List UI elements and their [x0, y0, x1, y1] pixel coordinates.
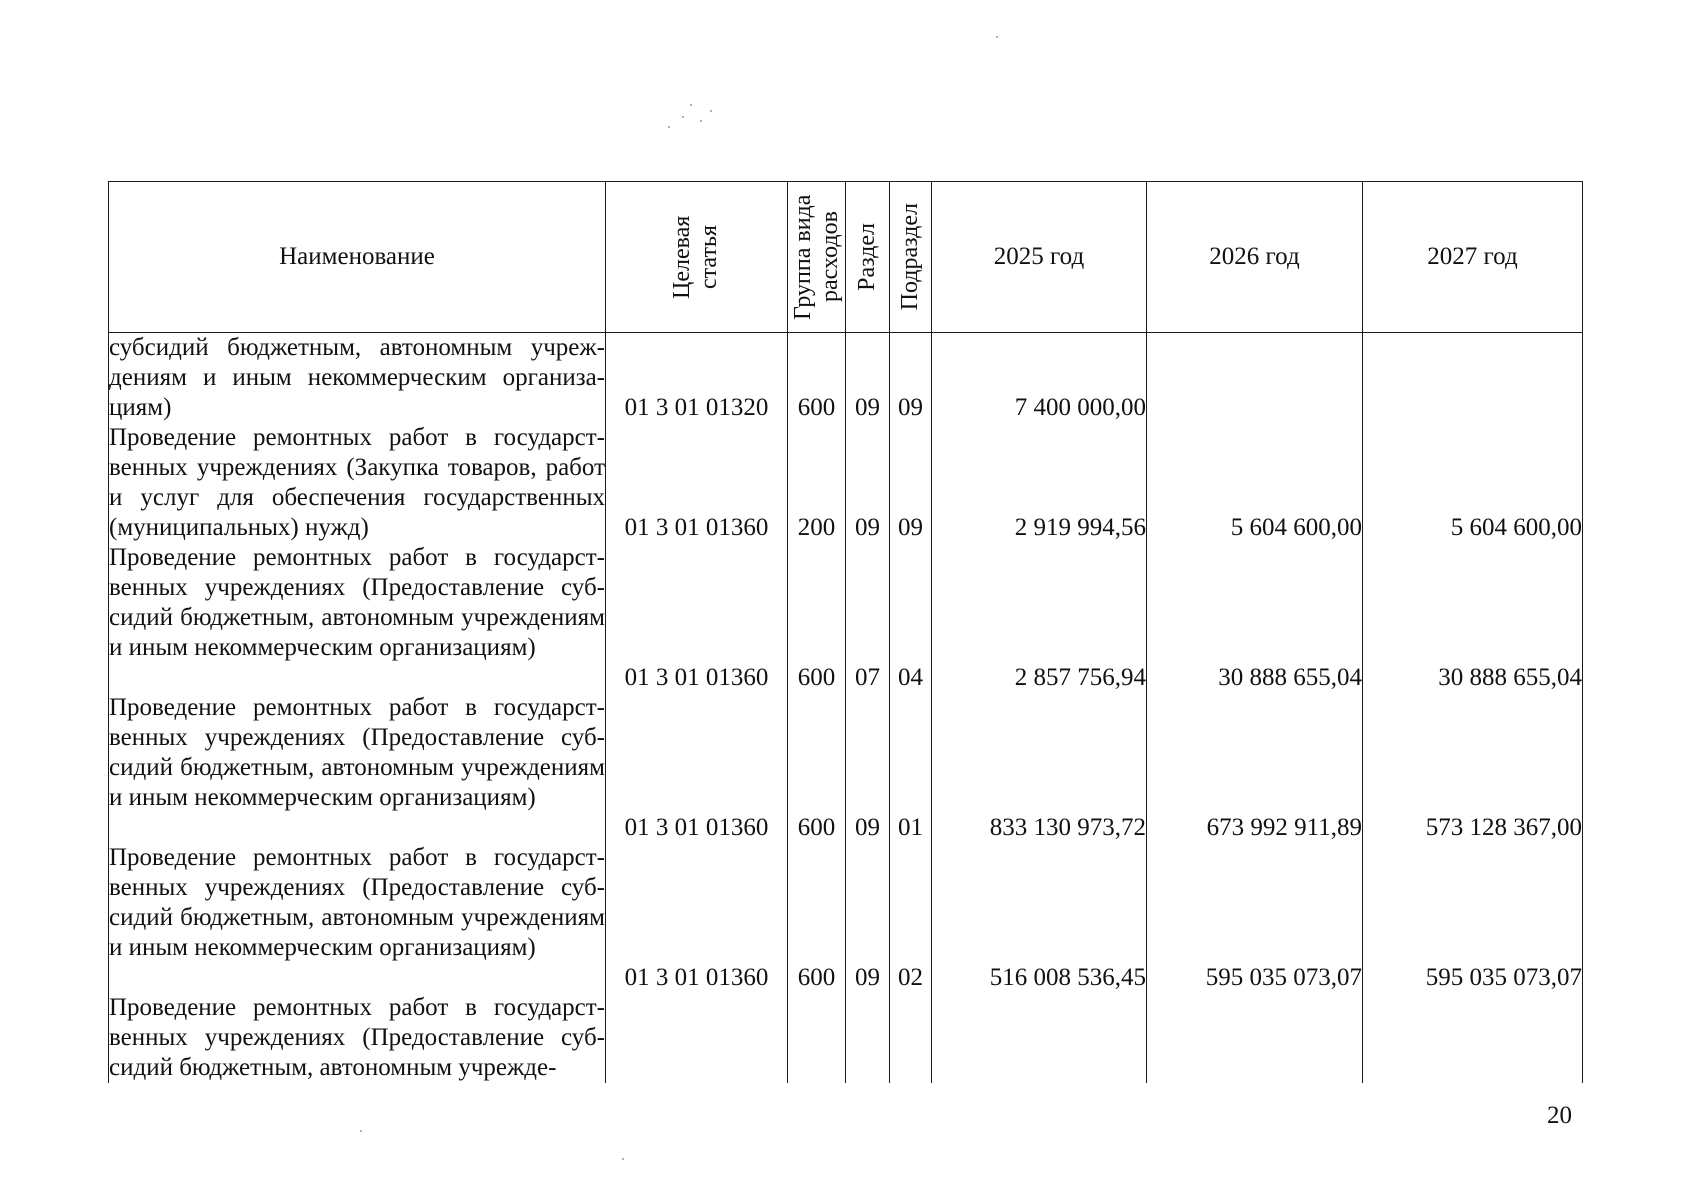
row-amount-2027 — [1363, 333, 1583, 424]
row-amount-2026: 30 888 655,04 — [1147, 543, 1363, 693]
row-expense-group — [788, 993, 846, 1083]
header-section-label: Раздел — [854, 223, 880, 291]
header-2025: 2025 год — [932, 182, 1147, 333]
row-amount-2026 — [1147, 333, 1363, 424]
row-amount-2027: 30 888 655,04 — [1363, 543, 1583, 693]
row-section — [846, 993, 890, 1083]
row-name: Проведение ремонтных работ в государственных учреждениях (Предоставление субсидий бюджетным, автономным учреждениям и иным некоммерческим организациям) — [109, 843, 606, 993]
row-target-article: 01 3 01 01360 — [606, 843, 788, 993]
row-subsection: 09 — [890, 423, 932, 543]
header-target-article — [606, 182, 788, 333]
table-row — [109, 693, 1583, 843]
scan-speck — [682, 116, 684, 118]
row-expense-group: 600 — [788, 543, 846, 693]
row-amount-2025 — [932, 993, 1147, 1083]
row-section: 09 — [846, 333, 890, 424]
header-expense-group-label: Группа вида расходов — [789, 194, 843, 320]
row-name: Проведение ремонтных работ в государственных учреждениях (Предоставление субсидий бюджетным, автономным учреждениям и иным некоммерческим организациям) — [109, 693, 606, 843]
row-name: Проведение ремонтных работ в государственных учреждениях (Предоставление субсидий бюджетным, автономным учреждениям и иным некоммерческим организациям) — [109, 543, 606, 693]
row-section: 07 — [846, 543, 890, 693]
header-2027: 2027 год — [1363, 182, 1583, 333]
row-section: 09 — [846, 693, 890, 843]
row-amount-2027: 5 604 600,00 — [1363, 423, 1583, 543]
table-row — [109, 843, 1583, 993]
scan-speck — [690, 104, 692, 106]
scan-speck — [996, 36, 998, 38]
header-expense-group — [788, 182, 846, 333]
table-header-row — [109, 182, 1583, 333]
row-name: Проведение ремонтных работ в государственных учреждениях (Закупка товаров, работ и услуг для обеспечения государственных (муниципальных) нужд) — [109, 424, 605, 541]
page-number: 20 — [1547, 1102, 1572, 1129]
scan-speck — [700, 120, 702, 122]
row-subsection: 02 — [890, 843, 932, 993]
row-amount-2025: 833 130 973,72 — [932, 693, 1147, 843]
row-subsection: 09 — [890, 333, 932, 424]
row-subsection — [890, 993, 932, 1083]
row-amount-2026: 595 035 073,07 — [1147, 843, 1363, 993]
header-2026: 2026 год — [1147, 182, 1363, 333]
row-expense-group: 600 — [788, 693, 846, 843]
row-amount-2025: 7 400 000,00 — [932, 333, 1147, 424]
table-row — [109, 423, 1583, 543]
row-expense-group: 600 — [788, 843, 846, 993]
row-amount-2027: 573 128 367,00 — [1363, 693, 1583, 843]
row-expense-group: 600 — [788, 333, 846, 424]
row-amount-2025: 516 008 536,45 — [932, 843, 1147, 993]
table-row — [109, 333, 1583, 424]
header-subsection-label: Подраздел — [897, 203, 923, 311]
row-amount-2025: 2 919 994,56 — [932, 423, 1147, 543]
table-row — [109, 543, 1583, 693]
row-amount-2027 — [1363, 993, 1583, 1083]
row-section: 09 — [846, 843, 890, 993]
table-row — [109, 993, 1583, 1083]
row-amount-2027: 595 035 073,07 — [1363, 843, 1583, 993]
header-section — [846, 182, 890, 333]
row-amount-2026: 673 992 911,89 — [1147, 693, 1363, 843]
scan-speck — [668, 126, 670, 128]
row-target-article: 01 3 01 01320 — [606, 333, 788, 424]
scan-speck — [710, 110, 712, 112]
row-target-article: 01 3 01 01360 — [606, 693, 788, 843]
row-expense-group: 200 — [788, 423, 846, 543]
row-name: субсидий бюджетным, автономным учреждениям и иным некоммерческим организациям) — [109, 334, 605, 421]
header-subsection — [890, 182, 932, 333]
row-target-article: 01 3 01 01360 — [606, 423, 788, 543]
row-amount-2026: 5 604 600,00 — [1147, 423, 1363, 543]
row-subsection: 04 — [890, 543, 932, 693]
row-amount-2025: 2 857 756,94 — [932, 543, 1147, 693]
row-subsection: 01 — [890, 693, 932, 843]
row-section: 09 — [846, 423, 890, 543]
row-target-article: 01 3 01 01360 — [606, 543, 788, 693]
header-name: Наименование — [109, 182, 606, 333]
row-amount-2026 — [1147, 993, 1363, 1083]
row-target-article — [606, 993, 788, 1083]
header-target-article-label: Целевая статья — [668, 215, 722, 299]
row-name: Проведение ремонтных работ в государственных учреждениях (Предоставление субсидий бюджетным, автономным учрежде- — [109, 994, 605, 1081]
scan-speck — [622, 1158, 624, 1160]
budget-table — [108, 181, 1583, 1083]
scan-speck — [360, 1130, 362, 1132]
